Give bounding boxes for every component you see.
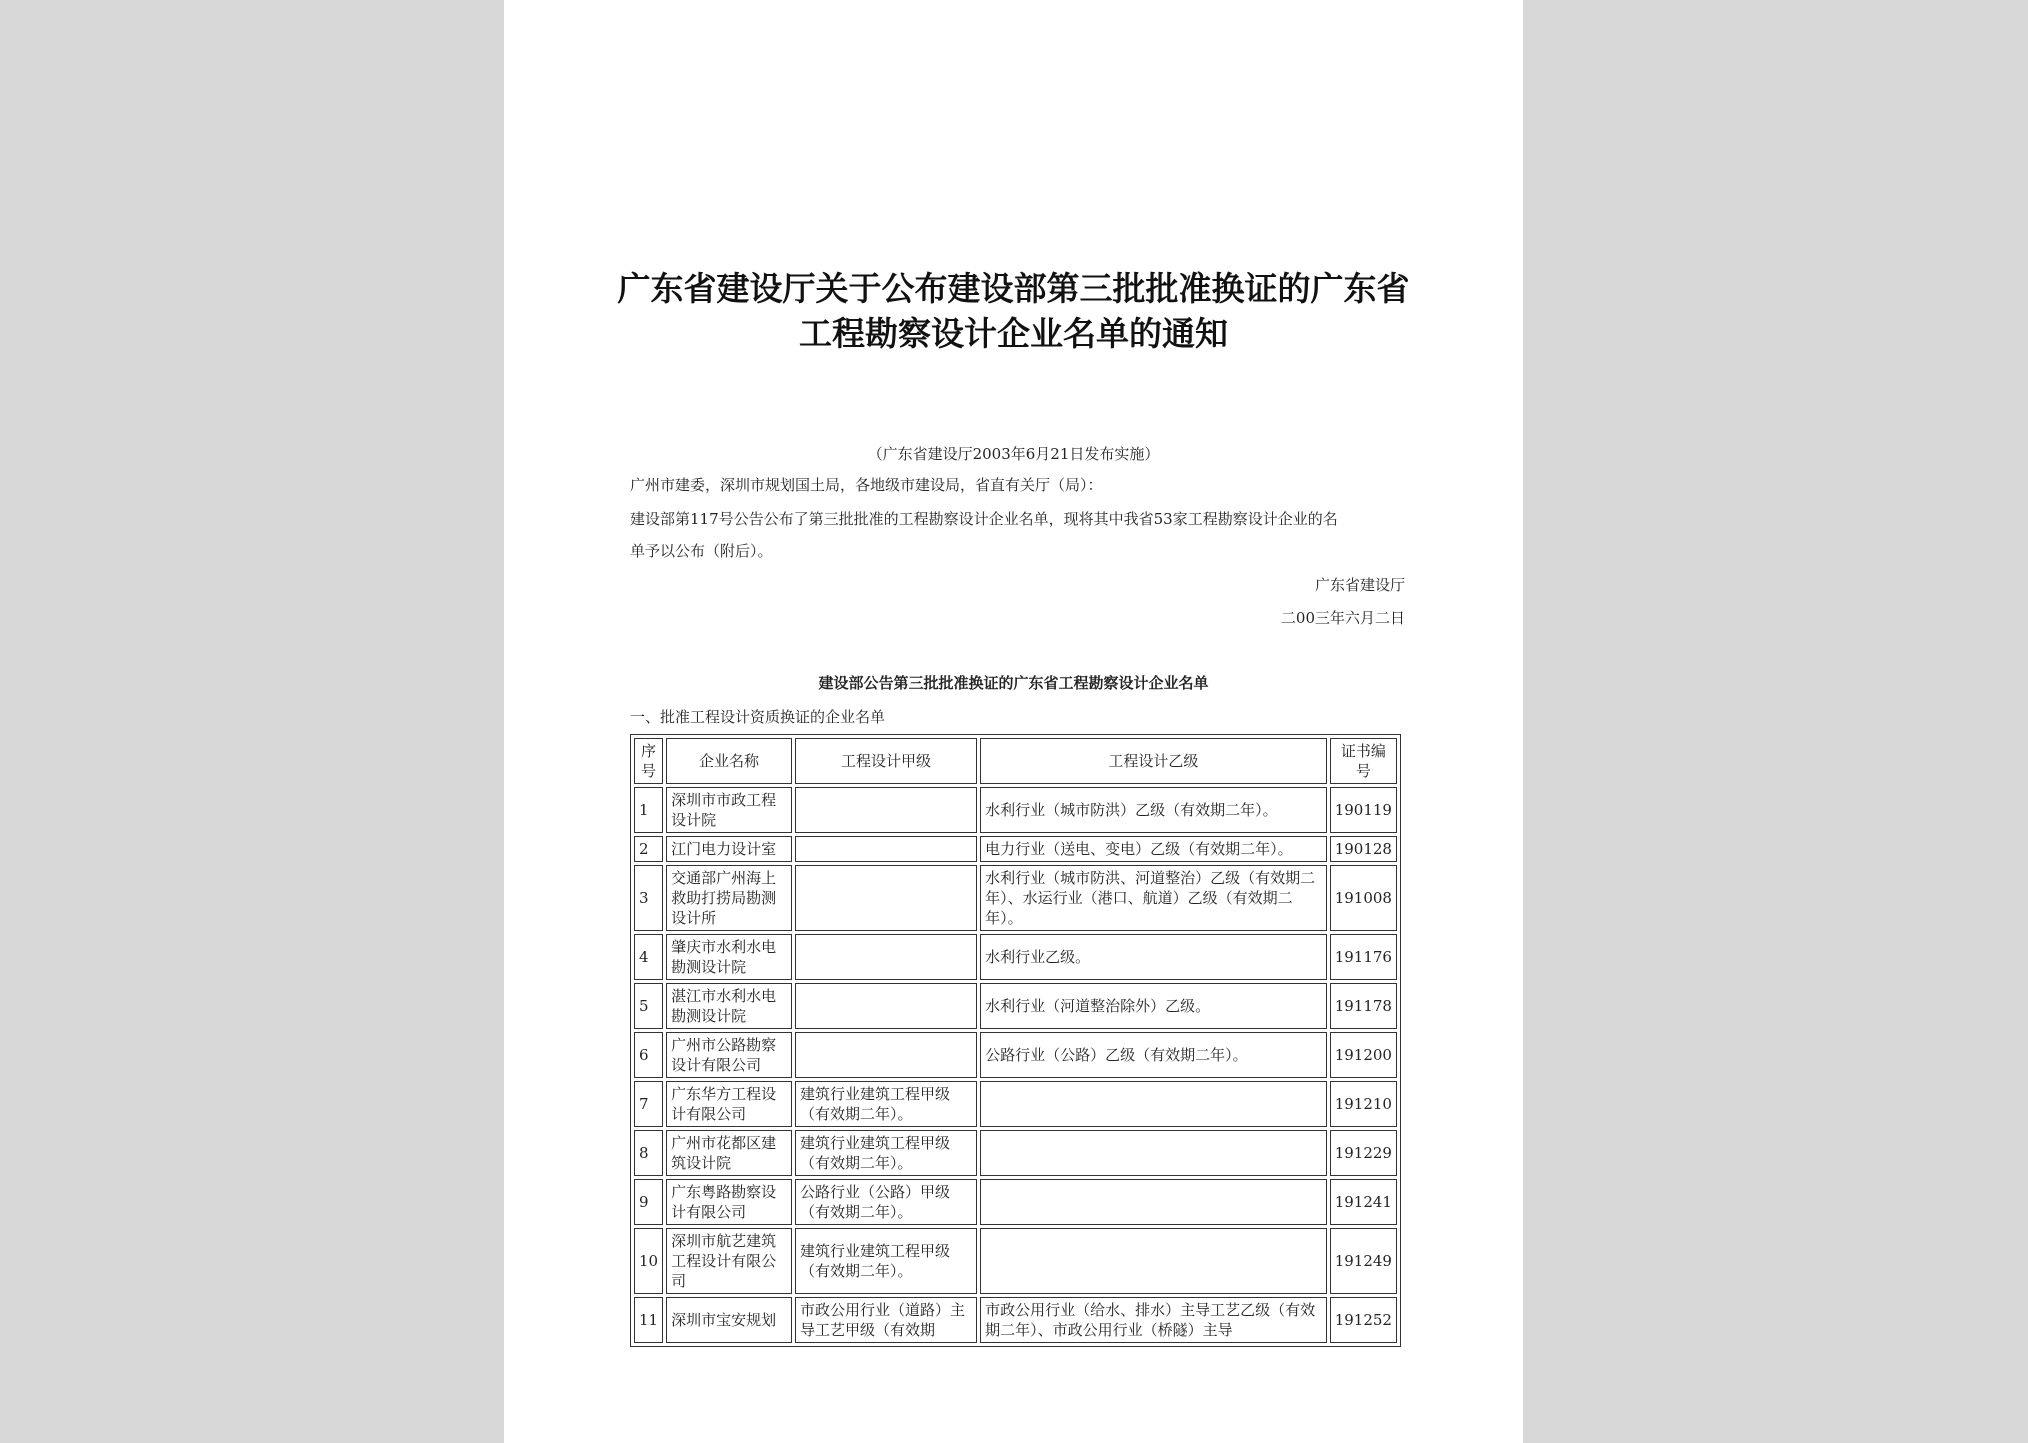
table-row [634,1228,1397,1294]
cell-grade-b [980,1130,1327,1176]
title-line-1: 广东省建设厅关于公布建设部第三批批准换证的广东省 [617,269,1410,308]
issue-date: 二00三年六月二日 [1280,609,1405,627]
cell-name: 湛江市水利水电勘测设计院 [666,983,792,1029]
table-row [634,1081,1397,1127]
cell-grade-a [795,934,977,980]
cell-name: 广州市花都区建筑设计院 [666,1130,792,1176]
enterprise-table [630,734,1401,1347]
cell-grade-a: 建筑行业建筑工程甲级（有效期二年）。 [795,1228,977,1294]
section-heading: 一、批准工程设计资质换证的企业名单 [630,708,886,726]
cell-grade-a [795,865,977,931]
cell-grade-a [795,1032,977,1078]
cell-grade-a [795,787,977,833]
cell-name: 交通部广州海上救助打捞局勘测设计所 [666,865,792,931]
table-row [634,1179,1397,1225]
body-line-2: 单予以公布（附后）。 [630,542,773,560]
cell-grade-b [980,1081,1327,1127]
cell-cert: 191249 [1330,1228,1397,1294]
cell-grade-a: 建筑行业建筑工程甲级（有效期二年）。 [795,1081,977,1127]
cell-no: 11 [634,1297,663,1343]
cell-cert: 191008 [1330,865,1397,931]
cell-name: 江门电力设计室 [666,836,792,862]
cell-cert: 191200 [1330,1032,1397,1078]
cell-grade-b [980,1179,1327,1225]
header-grade-a: 工程设计甲级 [795,738,977,784]
cell-cert: 191210 [1330,1081,1397,1127]
cell-grade-b: 市政公用行业（给水、排水）主导工艺乙级（有效期二年）、市政公用行业（桥隧）主导 [980,1297,1327,1343]
document-title [564,266,1463,356]
cell-grade-b [980,1228,1327,1294]
table-row [634,1130,1397,1176]
header-grade-b: 工程设计乙级 [980,738,1327,784]
cell-no: 3 [634,865,663,931]
cell-grade-b: 公路行业（公路）乙级（有效期二年）。 [980,1032,1327,1078]
title-line-2: 工程勘察设计企业名单的通知 [799,314,1228,353]
body-line-1: 建设部第117号公告公布了第三批批准的工程勘察设计企业名单，现将其中我省53家工程勘察设计企业的名 [630,510,1338,528]
table-title: 建设部公告第三批批准换证的广东省工程勘察设计企业名单 [818,674,1209,692]
cell-grade-b: 水利行业（城市防洪）乙级（有效期二年）。 [980,787,1327,833]
cell-grade-a: 建筑行业建筑工程甲级（有效期二年）。 [795,1130,977,1176]
cell-cert: 191241 [1330,1179,1397,1225]
cell-grade-a: 公路行业（公路）甲级（有效期二年）。 [795,1179,977,1225]
cell-cert: 190128 [1330,836,1397,862]
table-row [634,1032,1397,1078]
cell-no: 1 [634,787,663,833]
table-header-row [634,738,1397,784]
cell-no: 9 [634,1179,663,1225]
cell-grade-a [795,836,977,862]
cell-grade-b: 水利行业乙级。 [980,934,1327,980]
cell-name: 深圳市市政工程设计院 [666,787,792,833]
cell-no: 2 [634,836,663,862]
cell-cert: 191176 [1330,934,1397,980]
publication-note: （广东省建设厅2003年6月21日发布实施） [867,445,1160,463]
cell-grade-b: 水利行业（河道整治除外）乙级。 [980,983,1327,1029]
cell-grade-b: 电力行业（送电、变电）乙级（有效期二年）。 [980,836,1327,862]
cell-no: 10 [634,1228,663,1294]
cell-no: 4 [634,934,663,980]
table-row [634,1297,1397,1343]
cell-cert: 191229 [1330,1130,1397,1176]
cell-name: 广东华方工程设计有限公司 [666,1081,792,1127]
cell-grade-b: 水利行业（城市防洪、河道整治）乙级（有效期二年）、水运行业（港口、航道）乙级（有效期二年）。 [980,865,1327,931]
cell-name: 广州市公路勘察设计有限公司 [666,1032,792,1078]
cell-grade-a: 市政公用行业（道路）主导工艺甲级（有效期 [795,1297,977,1343]
table-row [634,865,1397,931]
cell-no: 6 [634,1032,663,1078]
addressee-line: 广州市建委，深圳市规划国土局，各地级市建设局，省直有关厅（局）： [630,476,1103,494]
cell-grade-a [795,983,977,1029]
cell-name: 肇庆市水利水电勘测设计院 [666,934,792,980]
header-name: 企业名称 [666,738,792,784]
signature: 广东省建设厅 [1314,576,1405,594]
table-row [634,983,1397,1029]
cell-name: 深圳市宝安规划 [666,1297,792,1343]
cell-cert: 191252 [1330,1297,1397,1343]
document-page [504,0,1523,1443]
cell-cert: 191178 [1330,983,1397,1029]
header-cert: 证书编号 [1330,738,1397,784]
cell-no: 5 [634,983,663,1029]
cell-cert: 190119 [1330,787,1397,833]
cell-name: 深圳市航艺建筑工程设计有限公司 [666,1228,792,1294]
header-no: 序号 [634,738,663,784]
cell-no: 7 [634,1081,663,1127]
cell-no: 8 [634,1130,663,1176]
table-row [634,787,1397,833]
table-row [634,934,1397,980]
table-row [634,836,1397,862]
cell-name: 广东粤路勘察设计有限公司 [666,1179,792,1225]
